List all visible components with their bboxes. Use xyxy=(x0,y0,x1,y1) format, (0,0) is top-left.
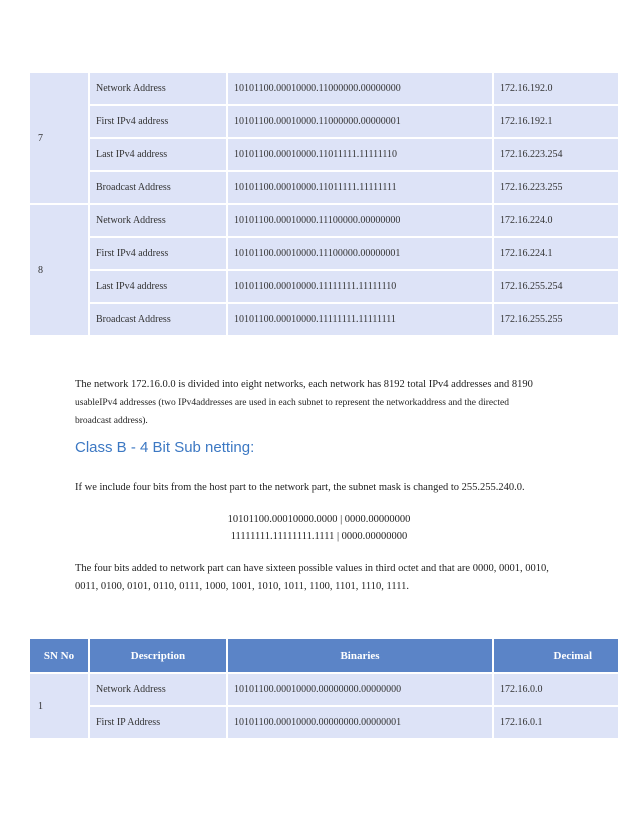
description-cell: Last IPv4 address xyxy=(90,271,226,302)
section-heading: Class B - 4 Bit Sub netting: xyxy=(75,439,255,456)
sn-cell: 1 xyxy=(30,674,88,738)
sn-cell: 7 xyxy=(30,73,88,203)
decimal-cell: 172.16.223.254 xyxy=(494,139,618,170)
paragraph-line: broadcast address). xyxy=(75,416,148,426)
binaries-cell: 10101100.00010000.11100000.00000001 xyxy=(228,238,492,269)
paragraph-line: The network 172.16.0.0 is divided into eight networks, each network has 8192 total IPv4 addresses and 8190 xyxy=(75,379,533,390)
binary-line: 11111111.11111111.1111 | 0000.00000000 xyxy=(230,531,408,542)
binaries-cell: 10101100.00010000.11111111.11111111 xyxy=(228,304,492,335)
decimal-cell: 172.16.0.0 xyxy=(494,674,618,705)
paragraph-line: 0011, 0100, 0101, 0110, 0111, 1000, 1001, 1010, 1011, 1100, 1101, 1110, 1111. xyxy=(75,581,409,592)
decimal-cell: 172.16.192.0 xyxy=(494,73,618,104)
table-row xyxy=(30,674,618,705)
table-row xyxy=(30,139,618,170)
decimal-cell: 172.16.255.254 xyxy=(494,271,618,302)
summary-paragraph xyxy=(75,376,575,430)
decimal-cell: 172.16.255.255 xyxy=(494,304,618,335)
table-row xyxy=(30,304,618,335)
table-row xyxy=(30,106,618,137)
description-cell: First IP Address xyxy=(90,707,226,738)
table-row xyxy=(30,707,618,738)
decimal-cell: 172.16.223.255 xyxy=(494,172,618,203)
header-decimal: Decimal xyxy=(494,639,618,672)
decimal-cell: 172.16.192.1 xyxy=(494,106,618,137)
table-row xyxy=(30,205,618,236)
binaries-cell: 10101100.00010000.11011111.11111110 xyxy=(228,139,492,170)
header-description: Description xyxy=(90,639,226,672)
table-header-row xyxy=(30,639,618,672)
subnet-table-continued xyxy=(28,71,620,337)
sn-cell: 8 xyxy=(30,205,88,335)
table-row xyxy=(30,73,618,104)
decimal-cell: 172.16.224.0 xyxy=(494,205,618,236)
decimal-cell: 172.16.0.1 xyxy=(494,707,618,738)
description-cell: Network Address xyxy=(90,674,226,705)
binaries-cell: 10101100.00010000.00000000.00000000 xyxy=(228,674,492,705)
decimal-cell: 172.16.224.1 xyxy=(494,238,618,269)
binary-line: 10101100.00010000.0000 | 0000.00000000 xyxy=(227,514,411,525)
binaries-cell: 10101100.00010000.11111111.11111110 xyxy=(228,271,492,302)
binaries-cell: 10101100.00010000.11000000.00000000 xyxy=(228,73,492,104)
description-cell: Broadcast Address xyxy=(90,172,226,203)
description-cell: Network Address xyxy=(90,73,226,104)
description-cell: First IPv4 address xyxy=(90,238,226,269)
description-cell: Last IPv4 address xyxy=(90,139,226,170)
binaries-cell: 10101100.00010000.00000000.00000001 xyxy=(228,707,492,738)
subnet-mask-paragraph: If we include four bits from the host part to the network part, the subnet mask is changed to 255.255.240.0. xyxy=(75,482,525,493)
header-binaries: Binaries xyxy=(228,639,492,672)
description-cell: Broadcast Address xyxy=(90,304,226,335)
header-sn: SN No xyxy=(30,639,88,672)
binaries-cell: 10101100.00010000.11000000.00000001 xyxy=(228,106,492,137)
subnet-table xyxy=(28,637,620,740)
table-row xyxy=(30,172,618,203)
table-row xyxy=(30,238,618,269)
paragraph-line: usableIPv4 addresses (two IPv4addresses are used in each subnet to represent the networkaddress and the directed xyxy=(75,398,509,408)
values-paragraph xyxy=(75,560,575,596)
description-cell: Network Address xyxy=(90,205,226,236)
description-cell: First IPv4 address xyxy=(90,106,226,137)
binaries-cell: 10101100.00010000.11100000.00000000 xyxy=(228,205,492,236)
binaries-cell: 10101100.00010000.11011111.11111111 xyxy=(228,172,492,203)
table-row xyxy=(30,271,618,302)
paragraph-line: The four bits added to network part can have sixteen possible values in third octet and that are 0000, 0001, 0010, xyxy=(75,563,549,574)
